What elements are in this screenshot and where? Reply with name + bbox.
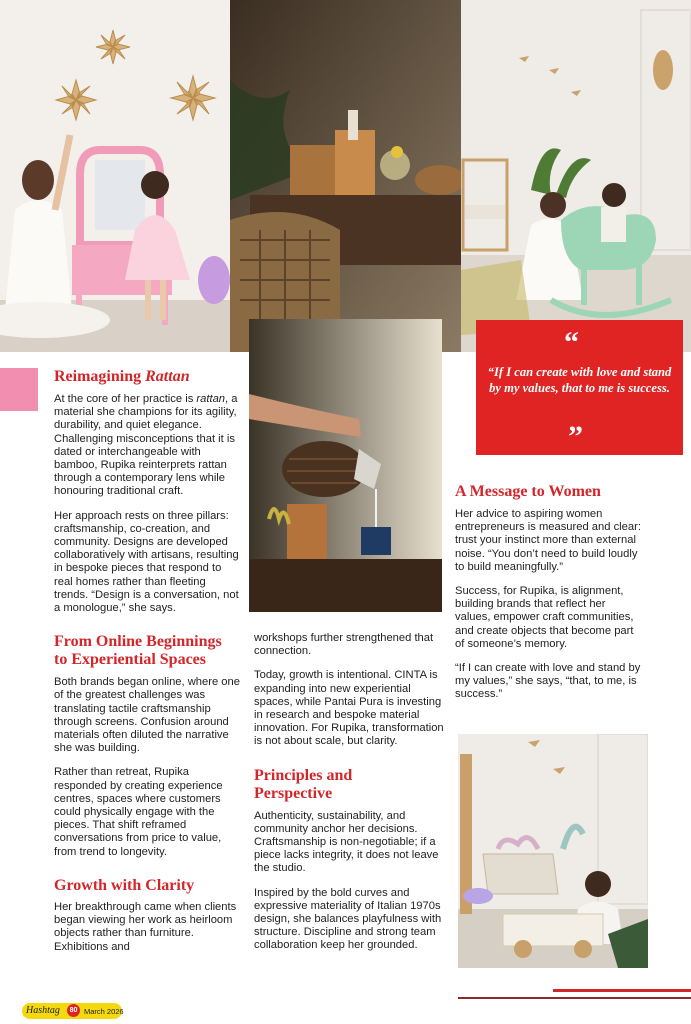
column-middle [254,632,444,953]
column-left [54,368,240,954]
pull-quote-text: “If I can create with love and stand by my values, that to me is success. [487,365,672,395]
red-rule [553,989,691,992]
paragraph: At the core of her practice is rattan, a material she champions for its agility, durability, and quiet elegance. Challenging misconceptions that it is dated or interchangeable with bamboo, Rupika reinterprets rattan through a contemporary lens while honouring traditional craft. [54,393,238,498]
column-right [455,483,643,702]
photo-top-middle [230,0,461,352]
quote-open-mark: “ [564,326,579,359]
quote-close-mark: ” [568,420,583,453]
paragraph: Today, growth is intentional. CINTA is expanding into new experiential spaces, while Pantai Pura is investing in research and bespoke material innovation. For Rupika, transformation is not about scale, but clarity. [254,669,444,748]
heading-message-women: A Message to Women [455,483,601,500]
paragraph: workshops further strengthened that connection. [254,632,434,658]
paragraph: Inspired by the bold curves and expressive materiality of Italian 1970s design, she balances playfulness with structure. Discipline and strong team collaboration keep her grounded. [254,886,442,952]
paragraph: Rather than retreat, Rupika responded by creating experience centres, spaces where customers could physically engage with the pieces. That shift reframed conversations from price to value, from trend to longevity. [54,766,223,858]
paragraph: Her advice to aspiring women entrepreneurs is measured and clear: trust your instinct more than external noise. “You don’t need to build loudly to build meaningfully.” [455,508,641,573]
pink-tab-accent [0,368,38,411]
photo-top-right [461,0,691,352]
heading-growth-clarity: Growth with Clarity [54,876,195,894]
dark-rule [458,997,691,999]
heading-reimagining-rattan: Reimagining Rattan [54,368,190,385]
photo-middle-pour [249,319,442,612]
paragraph: Authenticity, sustainability, and community anchor her decisions. Craftsmanship is non-negotiable; if a piece lacks integrity, it does not leave the studio. [254,809,439,875]
photo-top-left [0,0,230,352]
footer-date: March 2026 [84,1007,124,1016]
heading-principles: Principles and Perspective [254,766,353,802]
photo-bottom-right [458,734,648,968]
paragraph: “If I can create with love and stand by my values,” she says, “that, to me, is success.” [455,662,641,701]
footer-logo: Hashtag [26,1005,60,1016]
paragraph: Success, for Rupika, is alignment, building brands that reflect her values, empower craft communities, and create objects that become part of someone’s memory. [455,585,634,650]
pull-quote-box [476,320,683,455]
paragraph: Her breakthrough came when clients began viewing her work as heirloom objects rather than furniture. Exhibitions and [54,900,237,953]
heading-online-beginnings: From Online Beginnings to Experiential Spaces [54,633,222,669]
paragraph: Both brands began online, where one of the greatest challenges was translating tactile craftsmanship through screens. Confusion around materials often diluted the narrative she was building. [54,676,240,755]
page-number: 80 [67,1004,80,1017]
paragraph: Her approach rests on three pillars: craftsmanship, co-creation, and community. Designs are developed collaboratively with artisans, resulting in bespoke pieces that respond to real homes rather than fleeting trends. “Design is a conversation, not a monologue,” she says. [54,509,239,615]
